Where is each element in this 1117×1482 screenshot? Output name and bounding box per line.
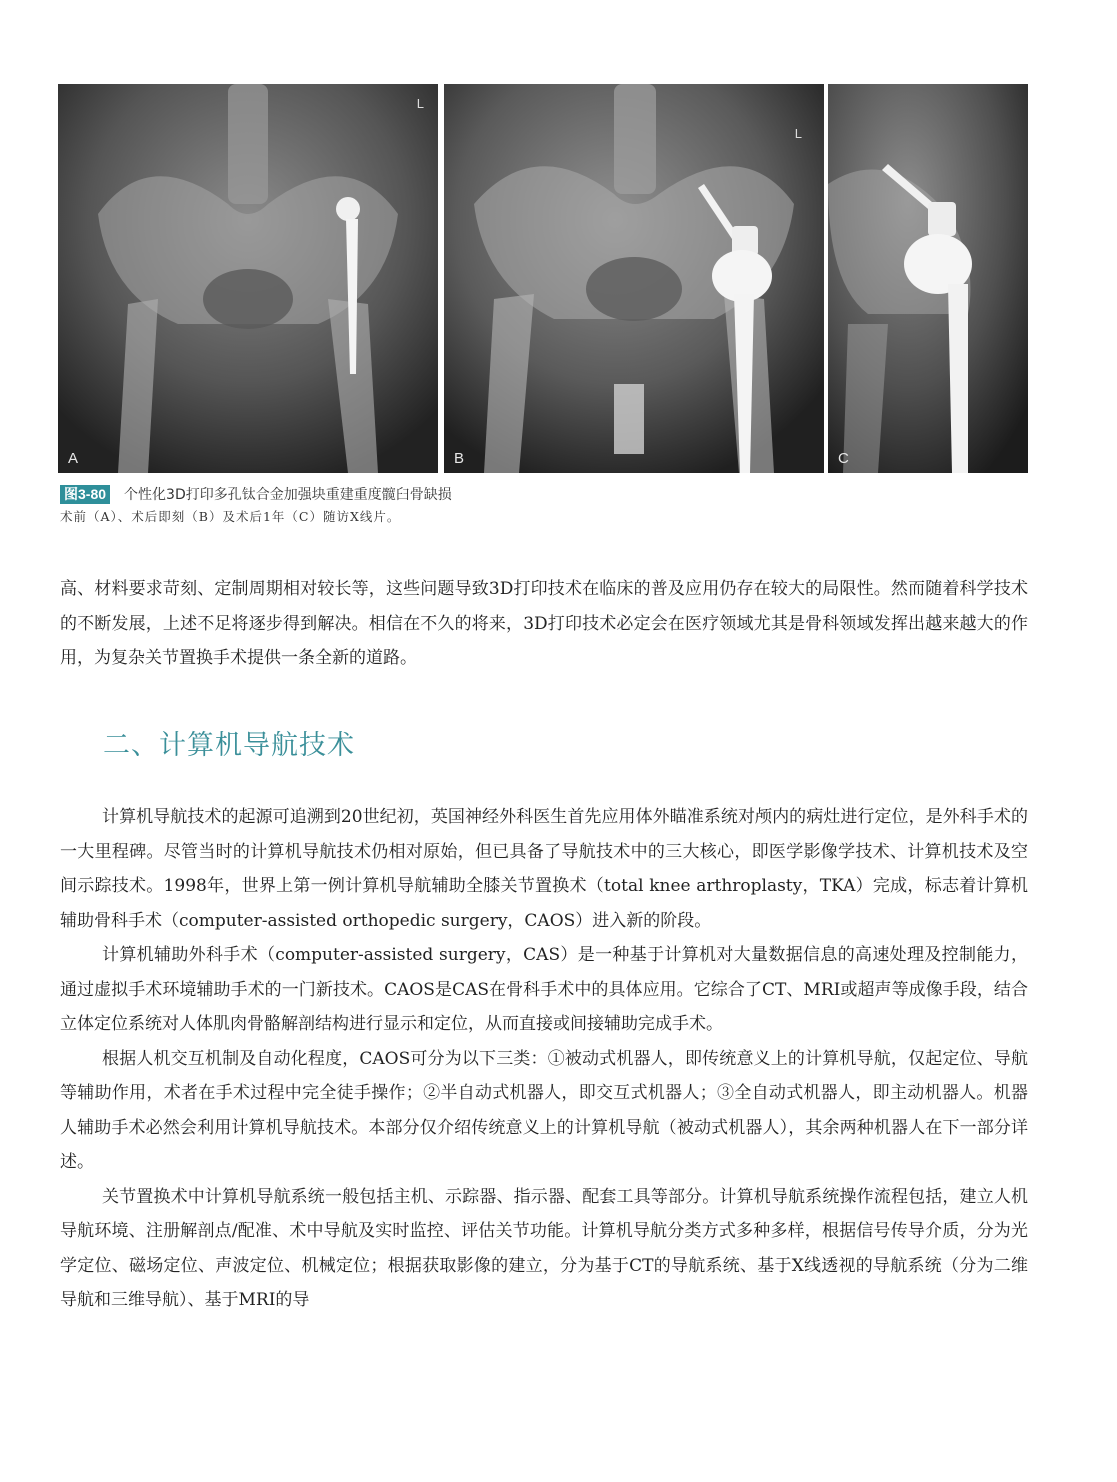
- panel-letter-c: C: [838, 450, 849, 467]
- paragraph-continuation: 高、材料要求苛刻、定制周期相对较长等，这些问题导致3D打印技术在临床的普及应用仍存在较大的局限性。然而随着科学技术的不断发展，上述不足将逐步得到解决。相信在不久的将来，3D打印技术必定会在医疗领域尤其是骨科领域发挥出越来越大的作用，为复杂关节置换手术提供一条全新的道路。: [60, 579, 1028, 668]
- figure-label: 图3-80: [60, 485, 110, 504]
- paragraph-3: 根据人机交互机制及自动化程度，CAOS可分为以下三类：①被动式机器人，即传统意义上的计算机导航，仅起定位、导航等辅助作用，术者在手术过程中完全徒手操作；②半自动式机器人，即交互式机器人；③全自动式机器人，即主动机器人。机器人辅助手术必然会利用计算机导航技术。本部分仅介绍传统意义上的计算机导航（被动式机器人），其余两种机器人在下一部分详述。: [60, 1048, 1028, 1172]
- xray-image-b: [444, 84, 824, 473]
- xray-image-a: [58, 84, 438, 473]
- xray-panel-b: [444, 84, 824, 473]
- side-marker: L: [416, 96, 424, 111]
- figure-3-80: [58, 84, 1028, 473]
- figure-caption: [60, 484, 1040, 525]
- figure-subtitle: 术前（A）、术后即刻（B）及术后1年（C）随访X线片。: [60, 509, 401, 524]
- paragraph-2: 计算机辅助外科手术（computer-assisted surgery，CAS）是一种基于计算机对大量数据信息的高速处理及控制能力，通过虚拟手术环境辅助手术的一门新技术。CAOS是CAS在骨科手术中的具体应用。它综合了CT、MRI或超声等成像手段，结合立体定位系统对人体肌肉骨骼解剖结构进行显示和定位，从而直接或间接辅助完成手术。: [60, 945, 1028, 1034]
- xray-panel-c: [828, 84, 1028, 473]
- panel-letter-a: A: [68, 450, 79, 467]
- xray-image-c: [828, 84, 1028, 473]
- body-section: [60, 800, 1028, 1318]
- paragraph-4: 关节置换术中计算机导航系统一般包括主机、示踪器、指示器、配套工具等部分。计算机导航系统操作流程包括，建立人机导航环境、注册解剖点/配准、术中导航及实时监控、评估关节功能。计算机导航分类方式多种多样，根据信号传导介质，分为光学定位、磁场定位、声波定位、机械定位；根据获取影像的建立，分为基于CT的导航系统、基于X线透视的导航系统（分为二维导航和三维导航）、基于MRI的导: [60, 1186, 1028, 1310]
- caption-line-1: [60, 484, 1040, 504]
- panel-letter-b: B: [454, 450, 465, 467]
- xray-panel-a: [58, 84, 438, 473]
- figure-title: 个性化3D打印多孔钛合金加强块重建重度髋臼骨缺损: [124, 487, 452, 503]
- section-heading: 二、计算机导航技术: [103, 730, 355, 761]
- side-marker: L: [794, 126, 802, 141]
- paragraph-1: 计算机导航技术的起源可追溯到20世纪初，英国神经外科医生首先应用体外瞄准系统对颅内的病灶进行定位，是外科手术的一大里程碑。尽管当时的计算机导航技术仍相对原始，但已具备了导航技术中的三大核心，即医学影像学技术、计算机技术及空间示踪技术。1998年，世界上第一例计算机导航辅助全膝关节置换术（total knee arthroplasty，TKA）完成，标志着计算机辅助骨科手术（computer-assisted orthopedic surgery，CAOS）进入新的阶段。: [60, 807, 1028, 931]
- body-top: [60, 572, 1028, 676]
